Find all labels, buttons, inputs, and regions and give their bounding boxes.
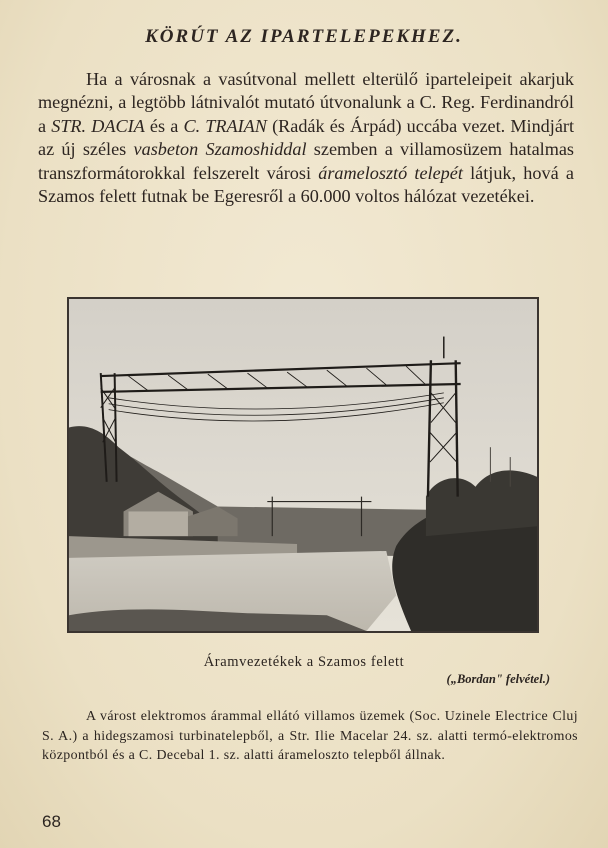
page-title: KÖRÚT AZ IPARTELEPEKHEZ. <box>145 26 463 47</box>
para-seg: (Radák és Árpád) uccába vezet. Mindjárt az új széles <box>38 115 575 160</box>
para-seg: STR. DACIA <box>51 115 145 136</box>
para-seg: áramelosztó telepét <box>318 162 463 183</box>
power-lines-photo <box>67 297 539 633</box>
intro-paragraph <box>38 68 574 208</box>
photo-illustration <box>69 299 537 631</box>
para-seg: látjuk, hová a Szamos felett futnak be Egeresről a 60.000 voltos hálózat vezetékei. <box>38 162 574 207</box>
para-seg: és a <box>144 115 184 136</box>
para-seg: C. TRAIAN <box>183 115 267 136</box>
para-seg: vasbeton Szamoshiddal <box>133 139 307 160</box>
body-paragraph: A várost elektromos árammal ellátó villamos üzemek (Soc. Uzinele Electrice Cluj S. A.) a hidegszamosi turbinatelepből, a Str. Ilie Macelar 24. sz. alatti termó-elektromos központból és a C. Decebal 1. sz. alatti árameloszto telepből állnak. <box>42 709 578 763</box>
page-number: 68 <box>42 812 61 831</box>
para-seg: Ha a városnak a vasútvonal mellett elterülő iparteleipeit akarjuk megnézni, a legtöbb látnivalót mutató útvonalunk a C. Reg. Ferdinandról a <box>38 69 574 136</box>
photo-caption: Áramvezetékek a Szamos felett <box>203 654 405 670</box>
para-seg: szemben a villamosüzem hatalmas transzformátorokkal felszerelt városi <box>38 139 574 183</box>
photo-credit: („Bordan" felvétel.) <box>446 672 550 686</box>
